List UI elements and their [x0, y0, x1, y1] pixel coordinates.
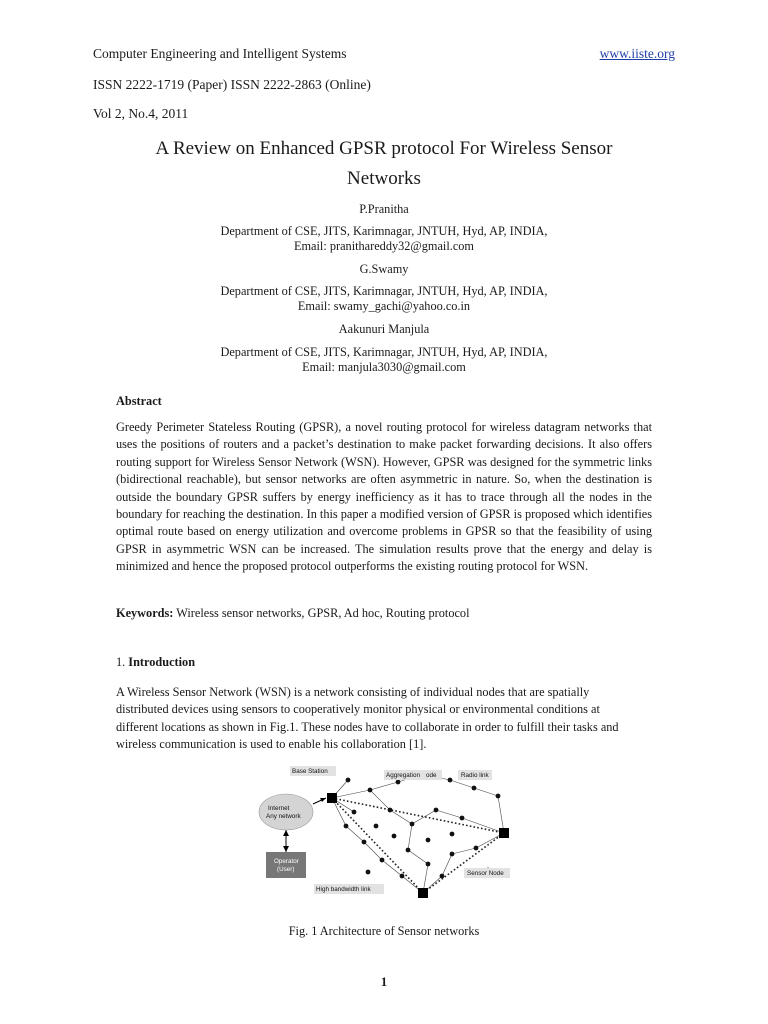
intro-paragraph [116, 684, 652, 754]
author-affiliation: Department of CSE, JITS, Karimnagar, JNTUH, Hyd, AP, INDIA, [220, 284, 548, 298]
abstract-heading: Abstract [116, 394, 162, 408]
author-email: Email: manjula3030@gmail.com [302, 360, 466, 374]
keywords-text: Wireless sensor networks, GPSR, Ad hoc, Routing protocol [173, 606, 470, 620]
journal-name: Computer Engineering and Intelligent Systems [93, 46, 347, 61]
intro-line: distributed devices using sensors to cooperatively monitor physical or environmental conditions at [116, 702, 600, 717]
author-affiliation: Department of CSE, JITS, Karimnagar, JNTUH, Hyd, AP, INDIA, [220, 224, 548, 238]
figure-caption: Fig. 1 Architecture of Sensor networks [288, 924, 480, 938]
radio-link-label: Radio link [461, 772, 489, 779]
internet-label: Any network [266, 813, 301, 820]
aggregation-node [418, 888, 428, 898]
issn-line: ISSN 2222-1719 (Paper) ISSN 2222-2863 (Online) [93, 77, 371, 92]
internet-cloud-icon [259, 794, 313, 830]
sensor-nodes [344, 772, 501, 879]
base-station-node [327, 793, 337, 803]
intro-line: different locations as shown in Fig.1. These nodes have to collaborate in order to fulfill their tasks and [116, 719, 619, 734]
base-station-label: Base Station [292, 768, 328, 775]
title-line-1: A Review on Enhanced GPSR protocol For Wireless Sensor [155, 138, 613, 159]
internet-label: Internet [268, 805, 290, 812]
high-bandwidth-links [332, 798, 504, 893]
keywords-label: Keywords: [116, 606, 174, 620]
paper-title [80, 134, 688, 194]
operator-label: (User) [277, 866, 295, 873]
sensor-network-figure [252, 760, 520, 900]
high-bandwidth-label: High bandwidth link [316, 886, 371, 893]
aggregation-node [499, 828, 509, 838]
section-number: 1. [116, 655, 129, 669]
keywords-line [116, 605, 652, 622]
author-name: G.Swamy [359, 262, 409, 276]
intro-line: A Wireless Sensor Network (WSN) is a network consisting of individual nodes that are spatially [116, 685, 590, 699]
author-email: Email: swamy_gachi@yahoo.co.in [297, 299, 471, 313]
title-line-2: Networks [347, 168, 421, 189]
section-title: Introduction [128, 655, 196, 669]
section-heading [116, 654, 652, 671]
intro-line: wireless communication is used to enable his collaboration [1]. [116, 737, 427, 752]
aggregation-label: Aggregation ode [386, 772, 437, 779]
volume-line: Vol 2, No.4, 2011 [93, 106, 189, 121]
author-name: Aakunuri Manjula [338, 322, 430, 336]
operator-box [266, 852, 306, 878]
sensor-node-label: Sensor Node [467, 870, 504, 877]
author-email: Email: pranithareddy32@gmail.com [293, 239, 475, 253]
journal-website-link[interactable]: www.iiste.org [599, 46, 675, 61]
arrow-icon [283, 830, 289, 836]
arrow-icon [283, 846, 289, 852]
page-number: 1 [380, 975, 388, 989]
operator-label: Operator [274, 858, 299, 865]
abstract-text: Greedy Perimeter Stateless Routing (GPSR), a novel routing protocol for wireless datagram networks that uses the positions of routers and a packet’s destination to make packet forwarding decisions. It also offers routing support for Wireless Sensor Network (WSN). However, GPSR was designed for the symmetric links (bidirectional reachable), but sensor networks are often asymmetric in nature. So, when the destination is outside the boundary GPSR suffers by energy inefficiency as it has to trace through all the nodes in the boundary for reaching the destination. In this paper a modified version of GPSR is proposed which identifies optimal route based on energy utilization and overcome problems in GPSR so that the feasibility of using GPSR in asymmetric WSN can be increased. The simulation results prove that the energy and delay is minimized and hence the proposed protocol outperforms the existing routing protocol for WSN. [116, 420, 652, 574]
author-name: P.Pranitha [359, 202, 409, 216]
author-affiliation: Department of CSE, JITS, Karimnagar, JNTUH, Hyd, AP, INDIA, [220, 345, 548, 359]
